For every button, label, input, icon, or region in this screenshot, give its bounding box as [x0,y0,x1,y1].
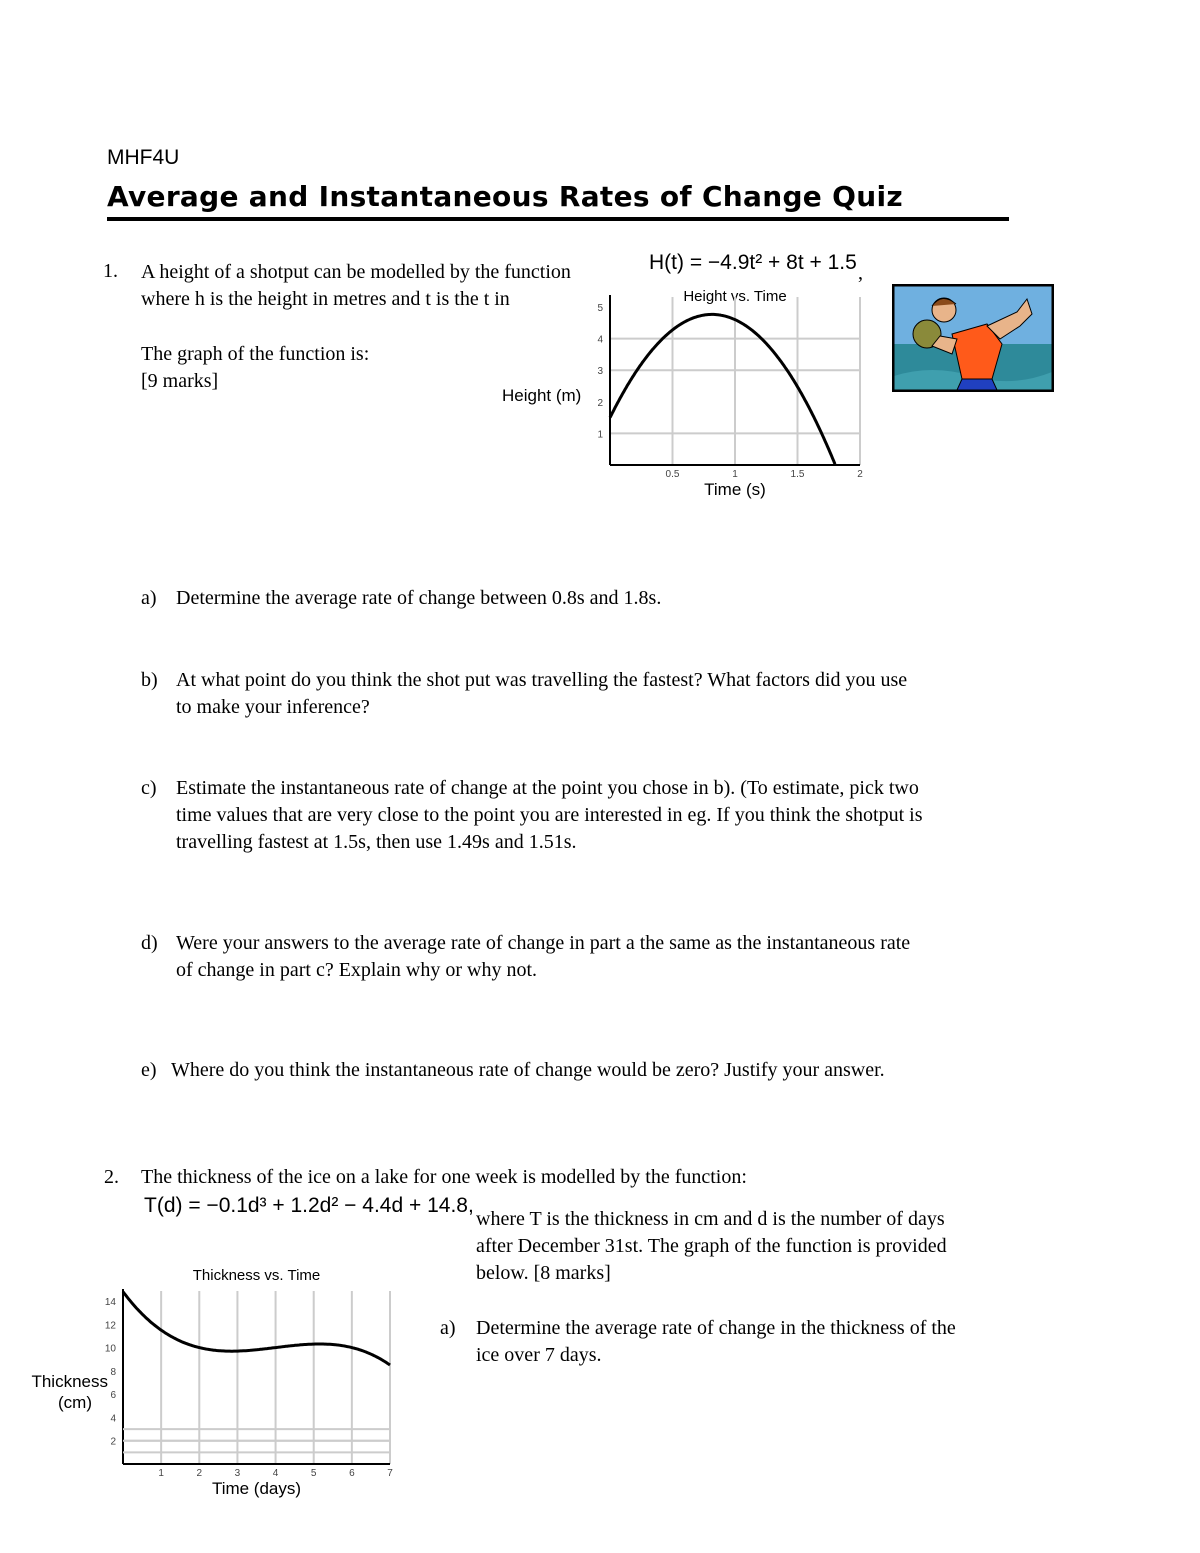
q1-marks: [9 marks] [141,370,219,392]
x-tick-label: 2 [196,1468,203,1479]
x-tick-label: 6 [349,1468,355,1479]
height-vs-time-chart [490,280,880,505]
y-tick-label: 5 [597,303,603,314]
q1-number: 1. [103,260,118,282]
q1-part-d: Were your answers to the average rate of change in part a the same as the instantaneous rate [176,932,911,954]
q1-line1: A height of a shotput can be modelled by the function [141,261,571,283]
q2-line1: The thickness of the ice on a lake for one week is modelled by the function: [141,1166,747,1188]
q1-part-d-2: of change in part c? Explain why or why not. [176,959,538,981]
function-curve [123,1292,390,1365]
q2-desc3: below. [8 marks] [476,1262,611,1284]
x-tick-label: 3 [234,1468,241,1479]
function-curve [610,314,835,464]
q1-line3: The graph of the function is: [141,343,370,365]
q2-number: 2. [104,1166,119,1188]
x-tick-label: 1 [732,469,738,480]
y-tick-label: 12 [104,1320,116,1332]
y-tick-label: 3 [597,366,603,378]
q1-part-c-label: c) [141,777,157,799]
q1-equation: H(t) = −4.9t² + 8t + 1.5 [649,251,857,274]
chart-title: Height vs. Time [683,288,787,305]
y-tick-label: 6 [110,1390,116,1402]
course-code: MHF4U [107,146,180,169]
chart-title: Thickness vs. Time [192,1267,321,1284]
q2-equation: T(d) = −0.1d³ + 1.2d² − 4.4d + 14.8, [144,1194,474,1217]
q1-part-b: At what point do you think the shot put was travelling the fastest? What factors did you use [176,669,908,691]
shotput-athlete-clipart [892,284,1054,392]
y-axis-label: Thickness [31,1372,108,1391]
y-tick-label: 14 [104,1297,116,1308]
y-tick-label: 2 [110,1436,116,1448]
y-axis-label-unit: (cm) [58,1393,92,1412]
x-axis-label: Time (s) [704,480,766,499]
q1-part-b-2: to make your inference? [176,696,370,718]
y-tick-label: 2 [597,397,603,409]
q2-desc2: after December 31st. The graph of the function is provided [476,1235,947,1257]
title-underline [107,217,1009,221]
q1-part-a: Determine the average rate of change between 0.8s and 1.8s. [176,587,662,609]
q1-comma: , [858,262,863,284]
y-tick-label: 8 [110,1366,116,1378]
x-tick-label: 2 [857,469,863,480]
q1-part-d-label: d) [141,932,158,954]
x-tick-label: 1.5 [790,469,805,480]
q1-line2: where h is the height in metres and t is the t in [141,288,510,310]
q1-part-e-label: e) [141,1059,157,1081]
thickness-vs-time-chart [20,1260,410,1500]
x-tick-label: 4 [272,1468,279,1479]
q2-desc1: where T is the thickness in cm and d is the number of days [476,1208,945,1230]
q1-part-c-2: time values that are very close to the point you are interested in eg. If you think the shotput is [176,804,923,826]
q2-part-a-2: ice over 7 days. [476,1344,602,1366]
q1-part-e: Where do you think the instantaneous rate of change would be zero? Justify your answer. [171,1059,885,1081]
q1-part-a-label: a) [141,587,157,609]
q2-part-a: Determine the average rate of change in the thickness of the [476,1317,956,1339]
x-axis-label: Time (days) [211,1479,302,1498]
x-tick-label: 1 [158,1468,164,1479]
x-tick-label: 7 [387,1468,393,1479]
y-tick-label: 4 [597,334,603,346]
q2-part-a-label: a) [440,1317,456,1339]
x-tick-label: 0.5 [665,469,680,480]
q1-part-c-3: travelling fastest at 1.5s, then use 1.49s and 1.51s. [176,831,577,853]
page-title: Average and Instantaneous Rates of Change Quiz [107,180,903,213]
y-tick-label: 1 [597,429,603,441]
y-tick-label: 4 [110,1413,116,1425]
y-tick-label: 10 [104,1343,116,1355]
y-axis-label: Height (m) [502,386,582,405]
q1-part-c: Estimate the instantaneous rate of change at the point you chose in b). (To estimate, pick two [176,777,919,799]
x-tick-label: 5 [310,1468,317,1479]
q1-part-b-label: b) [141,669,158,691]
